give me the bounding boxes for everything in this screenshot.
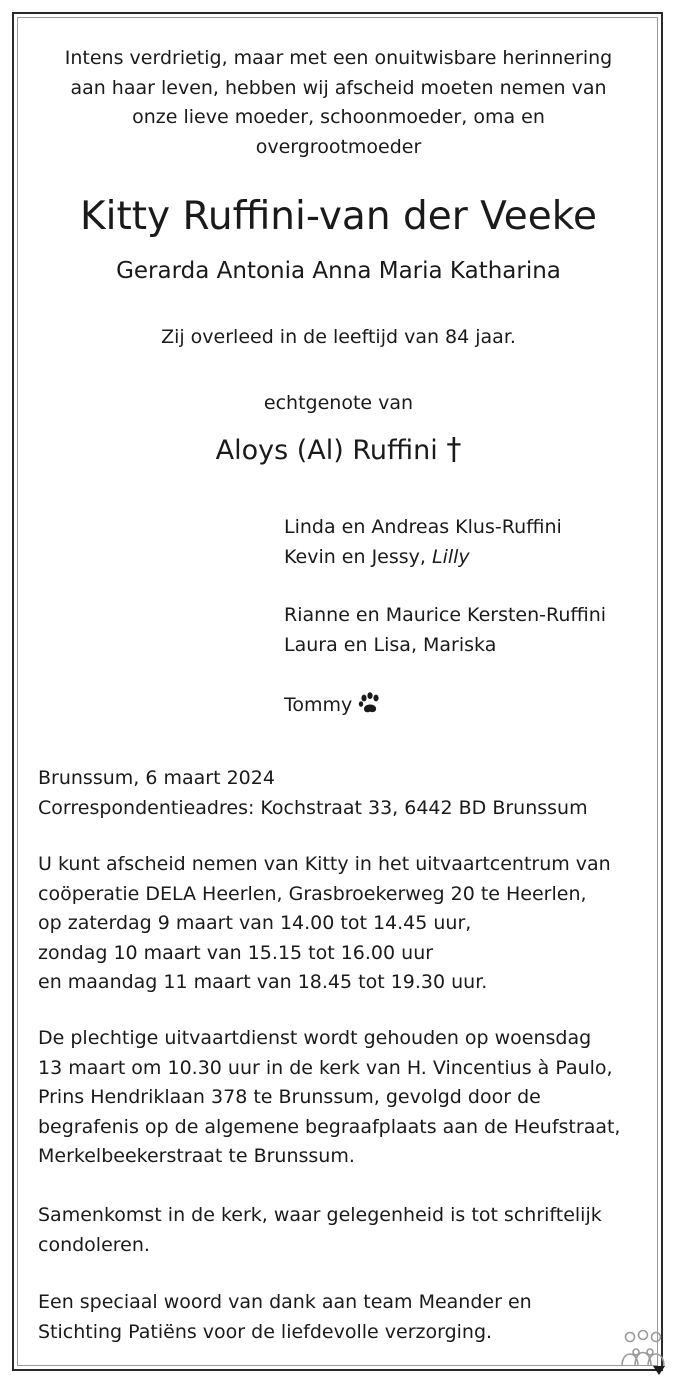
place-date-block <box>38 764 588 823</box>
thanks-line: Stichting Patiëns voor de liefdevolle verzorging. <box>38 1320 493 1343</box>
spouse-label: echtgenote van <box>263 392 414 414</box>
farewell-line: U kunt afscheid nemen van Kitty in het uitvaartcentrum van <box>38 853 611 875</box>
correspondence-address: Correspondentieadres: Kochstraat 33, 6442 BD Brunssum <box>38 796 588 819</box>
family-line: Rianne en Maurice Kersten-Ruffini <box>284 604 607 626</box>
service-line: begrafenis op de algemene begraafplaats aan de Heufstraat, <box>38 1115 621 1138</box>
intro-text <box>0 44 677 162</box>
family-group-2 <box>284 601 606 660</box>
family-logo-icon <box>619 1330 667 1376</box>
farewell-line: op zaterdag 9 maart van 14.00 tot 14.45 uur, <box>38 912 472 934</box>
farewell-line: en maandag 11 maart van 18.45 tot 19.30 uur. <box>38 971 488 993</box>
family-group-1 <box>284 513 562 572</box>
thanks-line: Een speciaal woord van dank aan team Meander en <box>38 1291 532 1313</box>
intro-line: overgrootmoeder <box>255 135 422 158</box>
service-line: Merkelbeekerstraat te Brunssum. <box>38 1145 355 1167</box>
service-line: 13 maart om 10.30 uur in de kerk van H. Vincentius à Paulo, <box>38 1056 613 1079</box>
gathering-line: Samenkomst in de kerk, waar gelegenheid is tot schriftelijk <box>38 1204 602 1226</box>
great-grandchild-name: Lilly <box>432 545 470 568</box>
gathering-line: condoleren. <box>38 1233 150 1256</box>
family-pet <box>284 691 382 721</box>
farewell-block <box>38 850 611 998</box>
spouse-name: Aloys (Al) Ruffini <box>215 435 438 466</box>
service-block <box>38 1024 620 1172</box>
family-line: Linda en Andreas Klus-Ruffini <box>284 516 562 538</box>
intro-line: aan haar leven, hebben wij afscheid moeten nemen van <box>70 76 607 99</box>
intro-line: Intens verdrietig, maar met een onuitwisbare herinnering <box>64 47 613 69</box>
family-line: Kevin en Jessy, Lilly <box>284 545 470 568</box>
deceased-given-names: Gerarda Antonia Anna Maria Katharina <box>116 258 561 284</box>
family-line: Laura en Lisa, Mariska <box>284 633 497 656</box>
paw-print-icon <box>358 692 382 714</box>
pet-name: Tommy <box>284 694 353 716</box>
thanks-block <box>38 1288 532 1347</box>
farewell-line: zondag 10 maart van 15.15 tot 16.00 uur <box>38 941 434 964</box>
age-line: Zij overleed in de leeftijd van 84 jaar. <box>161 326 516 348</box>
service-line: Prins Hendriklaan 378 te Brunssum, gevolgd door de <box>38 1086 541 1108</box>
cross-icon: † <box>446 432 462 467</box>
service-line: De plechtige uitvaartdienst wordt gehouden op woensdag <box>38 1027 592 1049</box>
intro-line: onze lieve moeder, schoonmoeder, oma en <box>132 106 545 128</box>
deceased-name: Kitty Ruffini-van der Veeke <box>80 194 597 239</box>
gathering-block <box>38 1201 602 1260</box>
spouse-line <box>0 432 677 467</box>
place-date: Brunssum, 6 maart 2024 <box>38 767 275 789</box>
farewell-line: coöperatie DELA Heerlen, Grasbroekerweg 20 te Heerlen, <box>38 882 587 905</box>
